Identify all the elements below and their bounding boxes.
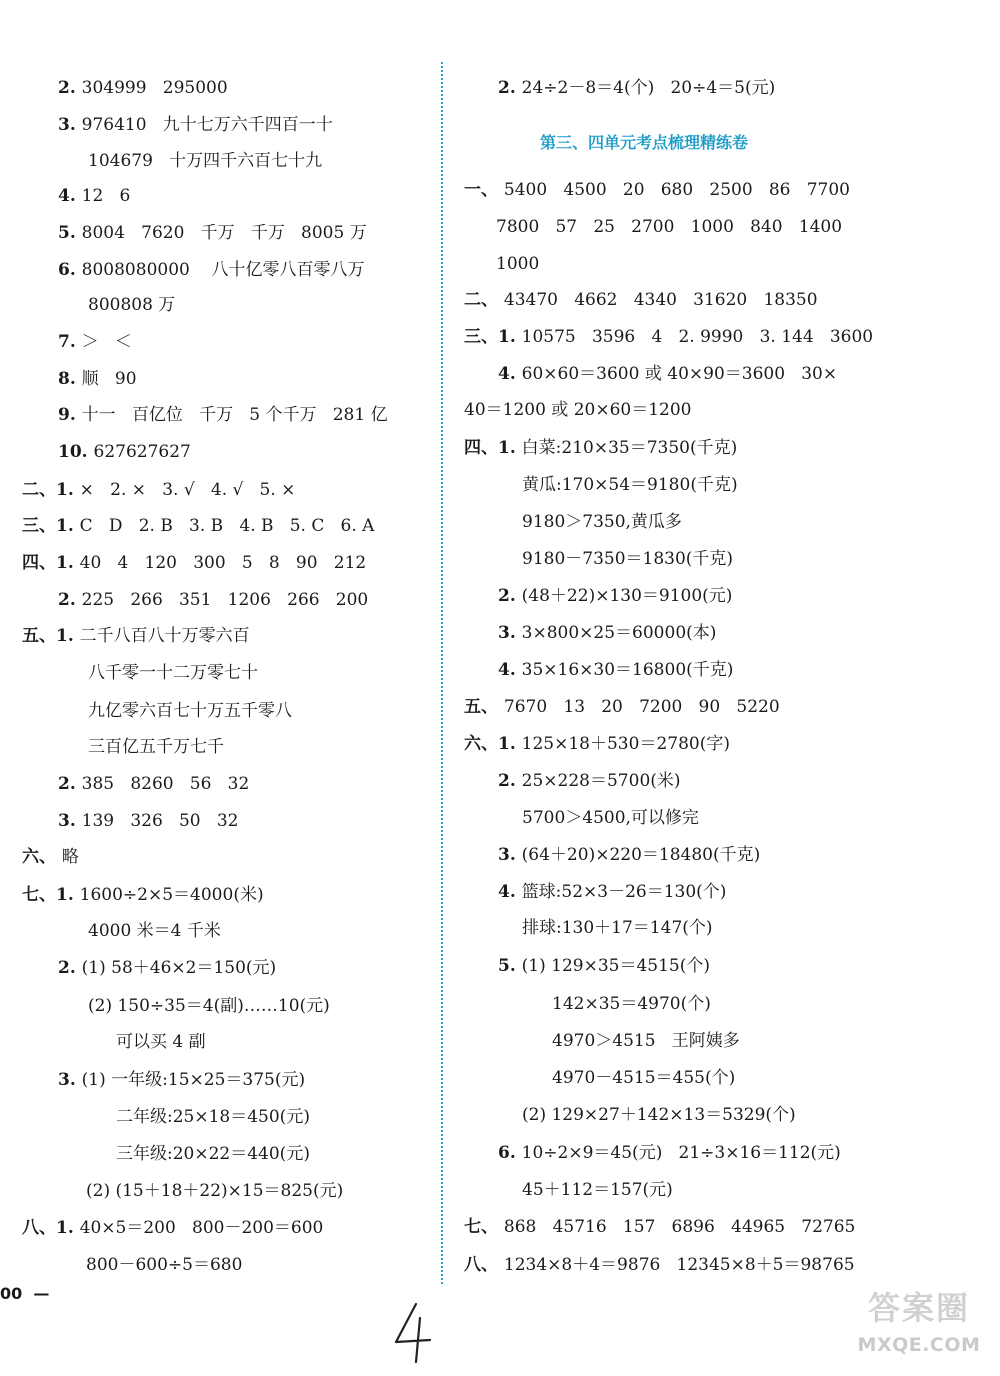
right-answer-line xyxy=(464,179,850,201)
answer-text: ＞ ＜ xyxy=(81,332,132,352)
question-number: 八、1. xyxy=(22,1218,80,1238)
answer-text: 627627627 xyxy=(93,442,191,462)
right-answer-line xyxy=(498,955,710,977)
right-answer-line xyxy=(464,326,873,348)
left-answer-line xyxy=(58,441,191,463)
right-answer-line xyxy=(498,659,733,681)
answer-text: 25×228＝5700(米) xyxy=(521,771,681,791)
left-answer-line xyxy=(58,404,388,426)
answer-text: 304999 295000 xyxy=(81,78,228,98)
section-heading: 第三、四单元考点梳理精练卷 xyxy=(540,133,749,152)
question-number: 8. xyxy=(58,369,82,389)
answer-text: 868 45716 157 6896 44965 72765 xyxy=(503,1217,856,1237)
question-number: 七、 xyxy=(464,1217,504,1237)
left-answer-line xyxy=(58,77,228,99)
left-answer-line xyxy=(22,552,366,574)
left-answer-line xyxy=(88,662,258,684)
answer-text: (64＋20)×220＝18480(千克) xyxy=(521,845,761,865)
answer-text: 1000 xyxy=(496,254,540,274)
answer-text: 385 8260 56 32 xyxy=(81,774,250,794)
left-answer-line xyxy=(58,259,364,281)
question-number: 六、1. xyxy=(464,734,522,754)
right-answer-line xyxy=(464,399,691,421)
answer-text: 二千八百八十万零六百 xyxy=(79,626,250,646)
right-answer-line xyxy=(498,585,732,607)
answer-text: 7800 57 25 2700 1000 840 1400 xyxy=(496,217,843,237)
question-number: 二、1. xyxy=(22,480,80,500)
question-number: 10. xyxy=(58,442,94,462)
answer-text: 顺 90 xyxy=(81,369,137,389)
answer-text: 5700＞4500,可以修完 xyxy=(522,808,699,828)
right-answer-line xyxy=(496,216,842,238)
left-answer-line xyxy=(88,294,175,316)
question-number: 4. xyxy=(498,882,522,902)
answer-text: 139 326 50 32 xyxy=(81,811,239,831)
question-number: 4. xyxy=(498,364,522,384)
page-number: 00 — xyxy=(0,1284,50,1303)
question-number: 9. xyxy=(58,405,82,425)
right-answer-line xyxy=(464,289,818,311)
left-answer-line xyxy=(58,957,276,979)
answer-text: 黄瓜:170×54＝9180(千克) xyxy=(522,475,738,495)
answer-text: 43470 4662 4340 31620 18350 xyxy=(503,290,818,310)
question-number: 八、 xyxy=(464,1255,504,1275)
right-answer-line xyxy=(464,437,737,459)
left-answer-line xyxy=(58,1069,305,1091)
question-number: 2. xyxy=(58,590,82,610)
left-answer-line xyxy=(22,846,79,868)
question-number: 5. xyxy=(58,223,82,243)
right-answer-line xyxy=(522,807,699,829)
question-number: 2. xyxy=(498,78,522,98)
watermark-logo: 答案圈 xyxy=(867,1289,970,1327)
column-divider xyxy=(441,62,443,1284)
answer-text: (2) 129×27＋142×13＝5329(个) xyxy=(522,1105,796,1125)
question-number: 7. xyxy=(58,332,82,352)
left-answer-line xyxy=(88,150,322,172)
answer-text: 3×800×25＝60000(本) xyxy=(521,623,717,643)
answer-text: 142×35＝4970(个) xyxy=(552,994,711,1014)
question-number: 3. xyxy=(58,115,82,135)
answer-text: 45＋112＝157(元) xyxy=(522,1180,673,1200)
right-answer-line xyxy=(498,844,760,866)
answer-text: 可以买 4 副 xyxy=(116,1032,206,1052)
left-answer-line xyxy=(58,810,238,832)
left-answer-line xyxy=(58,114,333,136)
answer-text: 十一 百亿位 千万 5 个千万 281 亿 xyxy=(81,405,388,425)
answer-text: 1600÷2×5＝4000(米) xyxy=(79,885,264,905)
answer-text: 略 xyxy=(61,847,79,867)
question-number: 三、1. xyxy=(464,327,522,347)
right-answer-line xyxy=(498,1142,841,1164)
question-number: 六、 xyxy=(22,847,62,867)
answer-text: × 2. × 3. √ 4. √ 5. × xyxy=(79,480,296,500)
answer-text: 篮球:52×3－26＝130(个) xyxy=(521,882,727,902)
answer-text: 8004 7620 千万 千万 8005 万 xyxy=(81,223,367,243)
answer-text: 八千零一十二万零七十 xyxy=(88,663,258,683)
question-number: 五、1. xyxy=(22,626,80,646)
answer-text: 5400 4500 20 680 2500 86 7700 xyxy=(503,180,850,200)
answer-text: 800808 万 xyxy=(88,295,176,315)
answer-text: (2) (15＋18＋22)×15＝825(元) xyxy=(86,1181,344,1201)
left-answer-line xyxy=(88,736,224,758)
answer-text: C D 2. B 3. B 4. B 5. C 6. A xyxy=(79,516,375,536)
answer-text: 白菜:210×35＝7350(千克) xyxy=(521,438,738,458)
left-answer-line xyxy=(58,589,368,611)
answer-text: 225 266 351 1206 266 200 xyxy=(81,590,369,610)
right-answer-line xyxy=(552,1030,740,1052)
answer-text: 排球:130＋17＝147(个) xyxy=(522,918,713,938)
answer-text: 24÷2－8＝4(个) 20÷4＝5(元) xyxy=(521,78,776,98)
question-number: 6. xyxy=(58,260,82,280)
answer-text: 40＝1200 或 20×60＝1200 xyxy=(464,400,692,420)
left-answer-line xyxy=(86,1180,343,1202)
question-number: 七、1. xyxy=(22,885,80,905)
answer-text: 4970＞4515 王阿姨多 xyxy=(552,1031,740,1051)
answer-text: 4000 米＝4 千米 xyxy=(88,921,221,941)
answer-text: 10÷2×9＝45(元) 21÷3×16＝112(元) xyxy=(521,1143,841,1163)
left-answer-line xyxy=(116,1031,206,1053)
left-answer-line xyxy=(88,700,292,722)
left-answer-line xyxy=(88,995,330,1017)
right-answer-line xyxy=(498,881,726,903)
right-answer-line xyxy=(522,548,733,570)
right-answer-line xyxy=(522,1104,796,1126)
question-number: 4. xyxy=(58,186,82,206)
handwritten-number-mark xyxy=(390,1300,436,1364)
answer-text: 125×18＋530＝2780(字) xyxy=(521,734,730,754)
answer-text: 40×5＝200 800－200＝600 xyxy=(79,1218,324,1238)
answer-text: (2) 150÷35＝4(副)……10(元) xyxy=(88,996,330,1016)
answer-text: 40 4 120 300 5 8 90 212 xyxy=(79,553,367,573)
right-answer-line xyxy=(522,1179,673,1201)
question-number: 3. xyxy=(498,845,522,865)
answer-text: 976410 九十七万六千四百一十 xyxy=(81,115,333,135)
question-number: 四、1. xyxy=(464,438,522,458)
right-answer-line xyxy=(464,733,730,755)
question-number: 三、1. xyxy=(22,516,80,536)
question-number: 二、 xyxy=(464,290,504,310)
left-answer-line xyxy=(58,773,249,795)
right-answer-line xyxy=(522,474,738,496)
question-number: 五、 xyxy=(464,697,504,717)
left-answer-line xyxy=(22,1217,323,1239)
left-answer-line xyxy=(22,884,264,906)
left-answer-line xyxy=(116,1106,310,1128)
answer-text: (1) 一年级:15×25＝375(元) xyxy=(81,1070,306,1090)
question-number: 6. xyxy=(498,1143,522,1163)
watermark-site: MXQE.COM xyxy=(857,1334,981,1356)
answer-text: 9180＞7350,黄瓜多 xyxy=(522,512,682,532)
left-answer-line xyxy=(88,920,221,942)
question-number: 一、 xyxy=(464,180,504,200)
question-number: 3. xyxy=(498,623,522,643)
answer-text: 35×16×30＝16800(千克) xyxy=(521,660,734,680)
left-answer-line xyxy=(58,331,132,353)
right-answer-line xyxy=(498,363,837,385)
answer-text: (1) 129×35＝4515(个) xyxy=(521,956,711,976)
left-answer-line xyxy=(58,368,137,390)
question-number: 2. xyxy=(58,958,82,978)
answer-text: 二年级:25×18＝450(元) xyxy=(116,1107,310,1127)
question-number: 2. xyxy=(498,771,522,791)
answer-text: 三百亿五千万七千 xyxy=(88,737,224,757)
question-number: 2. xyxy=(498,586,522,606)
answer-text: 12 6 xyxy=(81,186,131,206)
answer-text: 10575 3596 4 2. 9990 3. 144 3600 xyxy=(521,327,874,347)
right-answer-line xyxy=(522,917,713,939)
right-answer-line xyxy=(496,253,539,275)
left-answer-line xyxy=(22,515,374,537)
left-answer-line xyxy=(58,185,130,207)
right-answer-line xyxy=(552,993,711,1015)
answer-text: 104679 十万四千六百七十九 xyxy=(88,151,323,171)
question-number: 2. xyxy=(58,78,82,98)
watermark xyxy=(844,1282,994,1370)
right-answer-line xyxy=(498,622,716,644)
question-number: 3. xyxy=(58,811,82,831)
right-answer-line xyxy=(464,1254,855,1276)
answer-text: 8008080000 八十亿零八百零八万 xyxy=(81,260,365,280)
left-answer-line xyxy=(22,479,295,501)
question-number: 5. xyxy=(498,956,522,976)
answer-text: 4970－4515＝455(个) xyxy=(552,1068,736,1088)
answer-text: (1) 58＋46×2＝150(元) xyxy=(81,958,277,978)
right-answer-line xyxy=(464,1216,855,1238)
answer-text: 9180－7350＝1830(千克) xyxy=(522,549,734,569)
answer-text: (48＋22)×130＝9100(元) xyxy=(521,586,733,606)
answer-text: 800－600÷5＝680 xyxy=(86,1255,243,1275)
left-answer-line xyxy=(116,1143,310,1165)
answer-text: 60×60＝3600 或 40×90＝3600 30× xyxy=(521,364,838,384)
answer-text: 九亿零六百七十万五千零八 xyxy=(88,701,292,721)
answer-text: 7670 13 20 7200 90 5220 xyxy=(503,697,780,717)
left-answer-line xyxy=(86,1254,242,1276)
right-answer-line xyxy=(522,511,682,533)
left-answer-line xyxy=(58,222,367,244)
right-answer-line xyxy=(498,770,681,792)
question-number: 4. xyxy=(498,660,522,680)
question-number: 四、1. xyxy=(22,553,80,573)
question-number: 2. xyxy=(58,774,82,794)
right-answer-line xyxy=(552,1067,735,1089)
right-answer-line xyxy=(498,77,775,99)
answer-text: 1234×8＋4＝9876 12345×8＋5＝98765 xyxy=(503,1255,855,1275)
answer-text: 三年级:20×22＝440(元) xyxy=(116,1144,310,1164)
question-number: 3. xyxy=(58,1070,82,1090)
right-answer-line xyxy=(464,696,780,718)
left-answer-line xyxy=(22,625,250,647)
